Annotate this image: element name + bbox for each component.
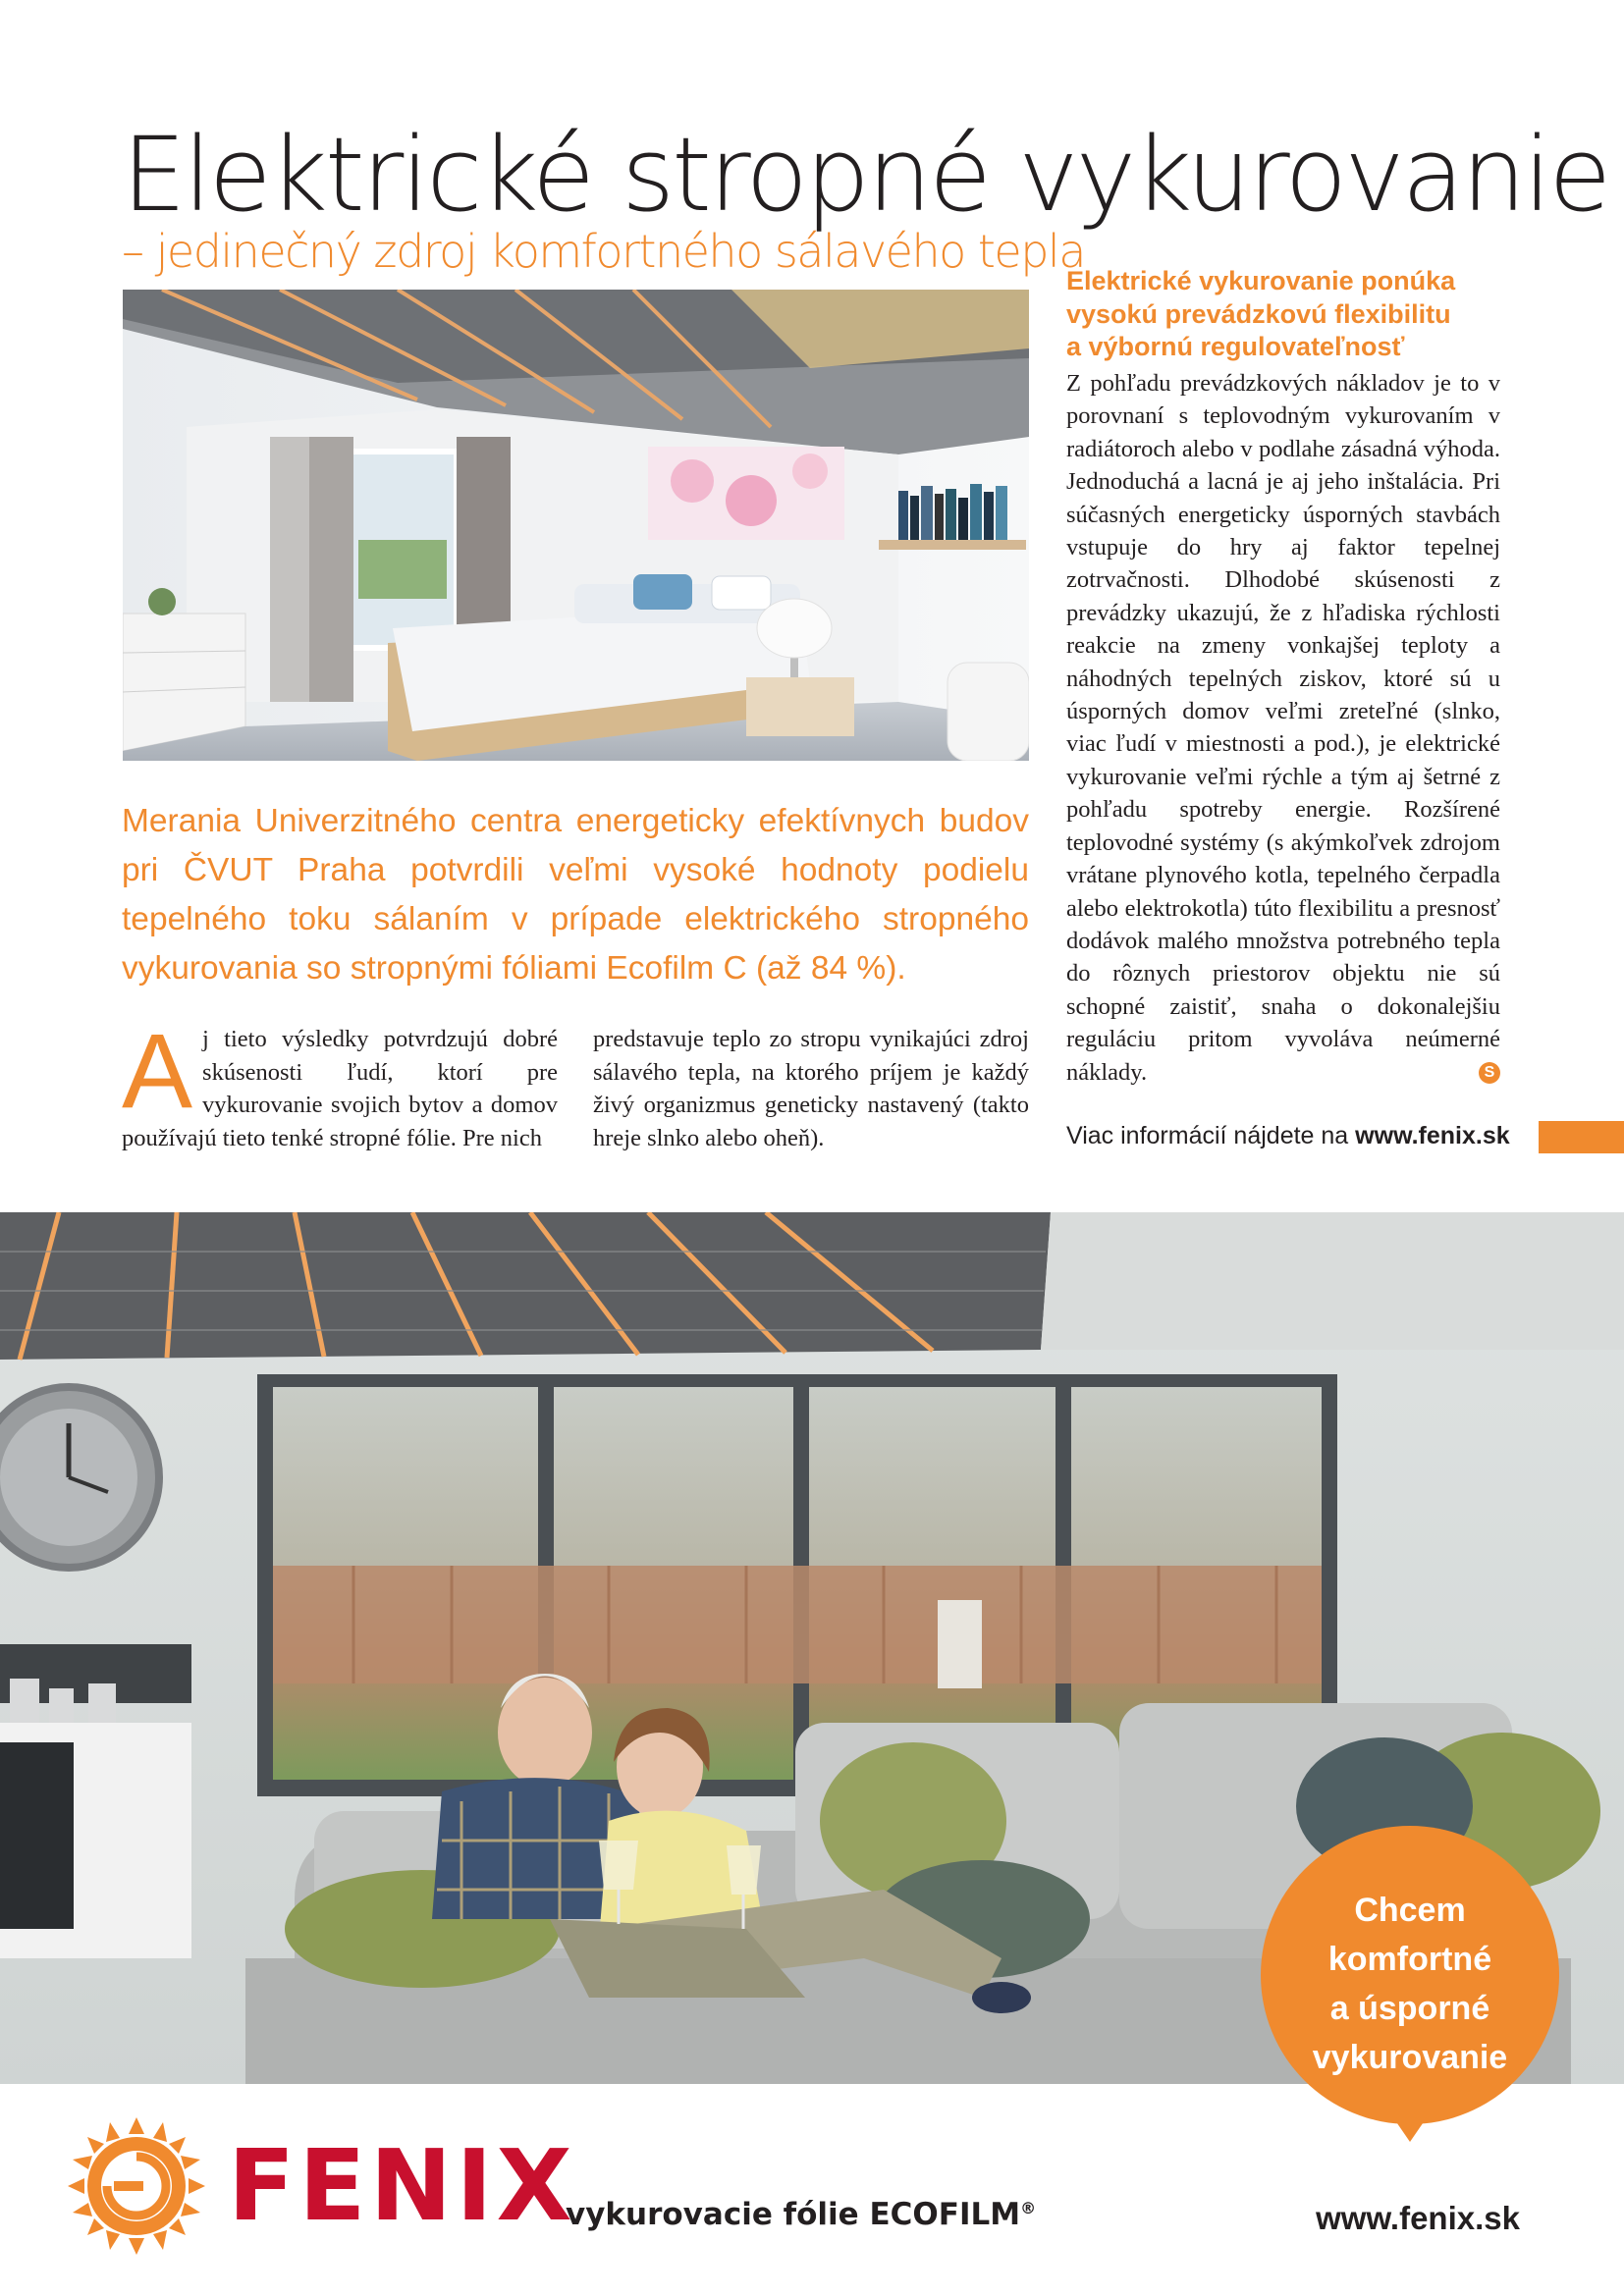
cta-line-4: vykurovanie — [1312, 2039, 1508, 2076]
article-text-2: predstavuje teplo zo stropu vynikajúci zdroj sálavého tepla, na ktorého príjem je každý živý organizmus geneticky nastavený (takto hreje slnko alebo oheň). — [593, 1026, 1029, 1151]
more-info-link[interactable]: www.fenix.sk — [1355, 1122, 1510, 1149]
end-mark-icon: S — [1479, 1062, 1500, 1084]
sidebar-text: Z pohľadu prevádzkových nákladov je to v porovnaní s teplovodným vykurovaním v radiátoroch alebo v podlahe zásadná výhoda. Jednoduchá a lacná je aj jeho inštalácia. Pri súčasných energeticky úsporných stavbách vstupuje do hry aj faktor tepelnej zotrvačnosti. Dlhodobé skúsenosti z prevádzky ukazujú, že z hľadiska rýchlosti reakcie na zmeny vonkajšej teploty a náhodných tepelných ziskov, ktoré sú u úsporných domov veľmi zreteľné (slnko, viac ľudí v miestnosti a pod.), je elektrické vykurovanie veľmi rýchle a tým aj šetrné z pohľadu spotreby energie. Rozšírené teplovodné systémy (s akýmkoľvek zdrojom vrátane plynového kotla, tepelného čerpadla alebo elektrokotla) túto flexibilitu a presnosť dodávok malého množstva potrebného tepla do rôznych priestorov objektu nie sú schopné zaistiť, snaha o dokonalejšiu reguláciu pritom vyvoláva neúmerné náklady. — [1066, 370, 1500, 1086]
brand-tagline — [566, 2195, 1036, 2234]
page-tab-marker — [1539, 1121, 1624, 1153]
brand-name: FENIX — [228, 2128, 576, 2243]
article-text-1: j tieto výsledky potvrdzujú dobré skúsenosti ľudí, ktorí pre vykurovanie svojich bytov a domov používajú tieto tenké stropné fólie. Pre nich — [122, 1026, 558, 1151]
cta-badge-text[interactable] — [1261, 1886, 1559, 2082]
sidebar-heading: Elektrické vykurovanie ponúka vysokú prevádzkovú flexibilitu a výbornú regulovateľnosť — [1066, 266, 1456, 361]
cta-badge-pointer — [1388, 2110, 1432, 2142]
more-info-label: Viac informácií nájdete na — [1066, 1122, 1349, 1149]
article-title: Elektrické stropné vykurovanie — [122, 115, 1609, 235]
brand-tagline-text: vykurovacie fólie ECOFILM — [566, 2197, 1021, 2232]
trademark-mark: ® — [1020, 2199, 1037, 2217]
article-column-1 — [122, 1011, 558, 1154]
more-info — [1066, 1119, 1510, 1152]
fenix-sun-logo-icon — [63, 2112, 210, 2260]
cta-line-2: komfortné — [1327, 1941, 1492, 1978]
cta-line-3: a úsporné — [1329, 1990, 1490, 2027]
sidebar-body — [1066, 367, 1500, 1089]
article-column-2 — [593, 1023, 1029, 1154]
lead-paragraph: Merania Univerzitného centra energeticky efektívnych budov pri ČVUT Praha potvrdili veľmi vysoké hodnoty podielu tepelného toku sálaním v prípade elektrického stropného vykurovania so stropnými fóliami Ecofilm C (až 84 %). — [122, 803, 1029, 987]
article-subtitle: – jedinečný zdroj komfortného sálavého tepla — [122, 225, 1085, 278]
cta-line-1: Chcem — [1354, 1892, 1466, 1929]
footer-url-link[interactable]: www.fenix.sk — [1316, 2200, 1520, 2236]
drop-cap: A — [122, 1011, 193, 1130]
bedroom-photo — [123, 290, 1029, 761]
